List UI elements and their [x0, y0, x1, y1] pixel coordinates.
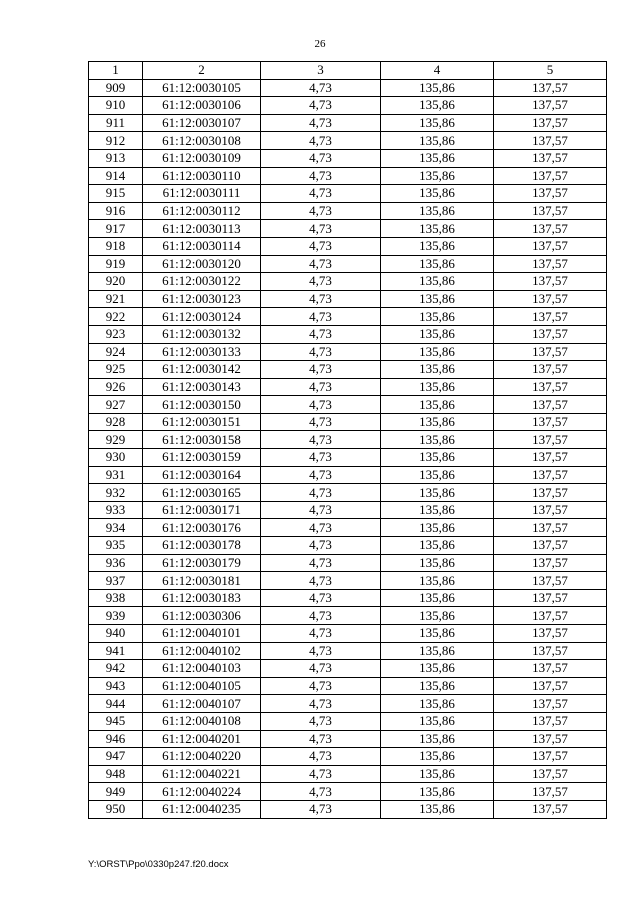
- value-cell-5: 137,57: [494, 748, 607, 766]
- cadastral-number-cell: 61:12:0030109: [143, 149, 261, 167]
- value-cell-5: 137,57: [494, 220, 607, 238]
- value-cell-4: 135,86: [381, 431, 494, 449]
- cadastral-number-cell: 61:12:0040220: [143, 748, 261, 766]
- value-cell-4: 135,86: [381, 167, 494, 185]
- value-cell-3: 4,73: [261, 361, 381, 379]
- table-row: [89, 79, 607, 97]
- cadastral-number-cell: 61:12:0030112: [143, 202, 261, 220]
- value-cell-5: 137,57: [494, 449, 607, 467]
- table-row: [89, 149, 607, 167]
- value-cell-5: 137,57: [494, 712, 607, 730]
- value-cell-3: 4,73: [261, 413, 381, 431]
- value-cell-4: 135,86: [381, 660, 494, 678]
- value-cell-3: 4,73: [261, 343, 381, 361]
- value-cell-4: 135,86: [381, 237, 494, 255]
- value-cell-4: 135,86: [381, 625, 494, 643]
- cadastral-number-cell: 61:12:0030165: [143, 484, 261, 502]
- table-row: [89, 484, 607, 502]
- value-cell-5: 137,57: [494, 202, 607, 220]
- value-cell-3: 4,73: [261, 625, 381, 643]
- value-cell-5: 137,57: [494, 361, 607, 379]
- value-cell-4: 135,86: [381, 572, 494, 590]
- cadastral-number-cell: 61:12:0040107: [143, 695, 261, 713]
- value-cell-3: 4,73: [261, 519, 381, 537]
- table-row: [89, 554, 607, 572]
- row-number-cell: 945: [89, 712, 143, 730]
- row-number-cell: 934: [89, 519, 143, 537]
- table-row: [89, 396, 607, 414]
- row-number-cell: 916: [89, 202, 143, 220]
- cadastral-number-cell: 61:12:0030150: [143, 396, 261, 414]
- value-cell-4: 135,86: [381, 519, 494, 537]
- value-cell-3: 4,73: [261, 431, 381, 449]
- value-cell-5: 137,57: [494, 660, 607, 678]
- value-cell-5: 137,57: [494, 255, 607, 273]
- value-cell-5: 137,57: [494, 273, 607, 291]
- table-row: [89, 237, 607, 255]
- value-cell-5: 137,57: [494, 730, 607, 748]
- data-table: [88, 61, 607, 819]
- value-cell-3: 4,73: [261, 149, 381, 167]
- row-number-cell: 911: [89, 114, 143, 132]
- value-cell-5: 137,57: [494, 149, 607, 167]
- value-cell-5: 137,57: [494, 484, 607, 502]
- value-cell-5: 137,57: [494, 783, 607, 801]
- table-row: [89, 132, 607, 150]
- column-header: 5: [494, 62, 607, 80]
- row-number-cell: 917: [89, 220, 143, 238]
- table-row: [89, 202, 607, 220]
- row-number-cell: 919: [89, 255, 143, 273]
- table-row: [89, 431, 607, 449]
- value-cell-3: 4,73: [261, 273, 381, 291]
- value-cell-3: 4,73: [261, 554, 381, 572]
- value-cell-4: 135,86: [381, 783, 494, 801]
- value-cell-4: 135,86: [381, 255, 494, 273]
- row-number-cell: 914: [89, 167, 143, 185]
- value-cell-3: 4,73: [261, 132, 381, 150]
- value-cell-4: 135,86: [381, 79, 494, 97]
- value-cell-5: 137,57: [494, 607, 607, 625]
- value-cell-3: 4,73: [261, 642, 381, 660]
- table-row: [89, 572, 607, 590]
- row-number-cell: 931: [89, 466, 143, 484]
- table-row: [89, 273, 607, 291]
- value-cell-3: 4,73: [261, 255, 381, 273]
- cadastral-number-cell: 61:12:0030114: [143, 237, 261, 255]
- value-cell-5: 137,57: [494, 501, 607, 519]
- value-cell-4: 135,86: [381, 97, 494, 115]
- cadastral-number-cell: 61:12:0030176: [143, 519, 261, 537]
- row-number-cell: 948: [89, 765, 143, 783]
- cadastral-number-cell: 61:12:0030120: [143, 255, 261, 273]
- table-row: [89, 361, 607, 379]
- row-number-cell: 946: [89, 730, 143, 748]
- value-cell-3: 4,73: [261, 765, 381, 783]
- row-number-cell: 941: [89, 642, 143, 660]
- cadastral-number-cell: 61:12:0040102: [143, 642, 261, 660]
- value-cell-5: 137,57: [494, 114, 607, 132]
- value-cell-4: 135,86: [381, 325, 494, 343]
- value-cell-3: 4,73: [261, 378, 381, 396]
- column-header: 4: [381, 62, 494, 80]
- value-cell-4: 135,86: [381, 695, 494, 713]
- value-cell-5: 137,57: [494, 677, 607, 695]
- value-cell-4: 135,86: [381, 748, 494, 766]
- cadastral-number-cell: 61:12:0040224: [143, 783, 261, 801]
- row-number-cell: 947: [89, 748, 143, 766]
- cadastral-number-cell: 61:12:0030124: [143, 308, 261, 326]
- value-cell-3: 4,73: [261, 484, 381, 502]
- value-cell-4: 135,86: [381, 413, 494, 431]
- value-cell-3: 4,73: [261, 800, 381, 818]
- table-row: [89, 220, 607, 238]
- cadastral-number-cell: 61:12:0030105: [143, 79, 261, 97]
- value-cell-4: 135,86: [381, 343, 494, 361]
- value-cell-3: 4,73: [261, 97, 381, 115]
- value-cell-5: 137,57: [494, 325, 607, 343]
- row-number-cell: 927: [89, 396, 143, 414]
- table-row: [89, 642, 607, 660]
- value-cell-5: 137,57: [494, 800, 607, 818]
- value-cell-5: 137,57: [494, 378, 607, 396]
- value-cell-4: 135,86: [381, 449, 494, 467]
- value-cell-3: 4,73: [261, 237, 381, 255]
- cadastral-number-cell: 61:12:0030178: [143, 537, 261, 555]
- value-cell-5: 137,57: [494, 97, 607, 115]
- value-cell-4: 135,86: [381, 501, 494, 519]
- table-row: [89, 343, 607, 361]
- table-row: [89, 97, 607, 115]
- table-row: [89, 695, 607, 713]
- cadastral-number-cell: 61:12:0040101: [143, 625, 261, 643]
- cadastral-number-cell: 61:12:0030123: [143, 290, 261, 308]
- row-number-cell: 910: [89, 97, 143, 115]
- cadastral-number-cell: 61:12:0030164: [143, 466, 261, 484]
- row-number-cell: 938: [89, 589, 143, 607]
- value-cell-4: 135,86: [381, 114, 494, 132]
- value-cell-5: 137,57: [494, 343, 607, 361]
- row-number-cell: 926: [89, 378, 143, 396]
- value-cell-4: 135,86: [381, 308, 494, 326]
- row-number-cell: 928: [89, 413, 143, 431]
- table-row: [89, 290, 607, 308]
- value-cell-4: 135,86: [381, 537, 494, 555]
- value-cell-5: 137,57: [494, 625, 607, 643]
- table-row: [89, 677, 607, 695]
- row-number-cell: 929: [89, 431, 143, 449]
- value-cell-5: 137,57: [494, 572, 607, 590]
- value-cell-4: 135,86: [381, 712, 494, 730]
- value-cell-4: 135,86: [381, 220, 494, 238]
- cadastral-number-cell: 61:12:0030111: [143, 185, 261, 203]
- row-number-cell: 944: [89, 695, 143, 713]
- table-row: [89, 537, 607, 555]
- value-cell-4: 135,86: [381, 396, 494, 414]
- row-number-cell: 920: [89, 273, 143, 291]
- cadastral-number-cell: 61:12:0040103: [143, 660, 261, 678]
- value-cell-5: 137,57: [494, 308, 607, 326]
- table-header-row: [89, 62, 607, 80]
- value-cell-5: 137,57: [494, 132, 607, 150]
- value-cell-3: 4,73: [261, 396, 381, 414]
- value-cell-5: 137,57: [494, 765, 607, 783]
- cadastral-number-cell: 61:12:0030171: [143, 501, 261, 519]
- value-cell-3: 4,73: [261, 572, 381, 590]
- row-number-cell: 924: [89, 343, 143, 361]
- cadastral-number-cell: 61:12:0040105: [143, 677, 261, 695]
- value-cell-3: 4,73: [261, 167, 381, 185]
- cadastral-number-cell: 61:12:0030133: [143, 343, 261, 361]
- table-row: [89, 748, 607, 766]
- value-cell-3: 4,73: [261, 79, 381, 97]
- table-row: [89, 607, 607, 625]
- value-cell-5: 137,57: [494, 431, 607, 449]
- value-cell-4: 135,86: [381, 361, 494, 379]
- value-cell-4: 135,86: [381, 185, 494, 203]
- row-number-cell: 935: [89, 537, 143, 555]
- value-cell-5: 137,57: [494, 413, 607, 431]
- value-cell-5: 137,57: [494, 589, 607, 607]
- value-cell-5: 137,57: [494, 466, 607, 484]
- value-cell-3: 4,73: [261, 290, 381, 308]
- table-row: [89, 660, 607, 678]
- value-cell-3: 4,73: [261, 695, 381, 713]
- value-cell-3: 4,73: [261, 677, 381, 695]
- cadastral-number-cell: 61:12:0030107: [143, 114, 261, 132]
- cadastral-number-cell: 61:12:0040221: [143, 765, 261, 783]
- cadastral-number-cell: 61:12:0030132: [143, 325, 261, 343]
- value-cell-3: 4,73: [261, 730, 381, 748]
- cadastral-number-cell: 61:12:0030142: [143, 361, 261, 379]
- table-row: [89, 765, 607, 783]
- value-cell-4: 135,86: [381, 378, 494, 396]
- cadastral-number-cell: 61:12:0040108: [143, 712, 261, 730]
- value-cell-4: 135,86: [381, 132, 494, 150]
- column-header: 3: [261, 62, 381, 80]
- cadastral-number-cell: 61:12:0040235: [143, 800, 261, 818]
- value-cell-5: 137,57: [494, 642, 607, 660]
- row-number-cell: 921: [89, 290, 143, 308]
- cadastral-number-cell: 61:12:0030106: [143, 97, 261, 115]
- row-number-cell: 912: [89, 132, 143, 150]
- value-cell-5: 137,57: [494, 185, 607, 203]
- row-number-cell: 936: [89, 554, 143, 572]
- footer-file-path: Y:\ORST\Ppo\0330p247.f20.docx: [88, 859, 229, 870]
- value-cell-4: 135,86: [381, 607, 494, 625]
- value-cell-4: 135,86: [381, 273, 494, 291]
- row-number-cell: 940: [89, 625, 143, 643]
- value-cell-3: 4,73: [261, 607, 381, 625]
- value-cell-3: 4,73: [261, 202, 381, 220]
- cadastral-number-cell: 61:12:0030108: [143, 132, 261, 150]
- value-cell-5: 137,57: [494, 396, 607, 414]
- value-cell-3: 4,73: [261, 466, 381, 484]
- value-cell-3: 4,73: [261, 220, 381, 238]
- table-row: [89, 589, 607, 607]
- cadastral-number-cell: 61:12:0030159: [143, 449, 261, 467]
- row-number-cell: 950: [89, 800, 143, 818]
- row-number-cell: 918: [89, 237, 143, 255]
- value-cell-5: 137,57: [494, 290, 607, 308]
- value-cell-4: 135,86: [381, 642, 494, 660]
- value-cell-5: 137,57: [494, 79, 607, 97]
- cadastral-number-cell: 61:12:0030158: [143, 431, 261, 449]
- value-cell-5: 137,57: [494, 167, 607, 185]
- value-cell-3: 4,73: [261, 748, 381, 766]
- column-header: 1: [89, 62, 143, 80]
- value-cell-3: 4,73: [261, 325, 381, 343]
- value-cell-3: 4,73: [261, 185, 381, 203]
- value-cell-4: 135,86: [381, 730, 494, 748]
- value-cell-4: 135,86: [381, 765, 494, 783]
- table-row: [89, 185, 607, 203]
- column-header: 2: [143, 62, 261, 80]
- row-number-cell: 937: [89, 572, 143, 590]
- cadastral-number-cell: 61:12:0030151: [143, 413, 261, 431]
- row-number-cell: 913: [89, 149, 143, 167]
- row-number-cell: 942: [89, 660, 143, 678]
- value-cell-4: 135,86: [381, 554, 494, 572]
- row-number-cell: 915: [89, 185, 143, 203]
- table-row: [89, 413, 607, 431]
- table-row: [89, 325, 607, 343]
- value-cell-5: 137,57: [494, 237, 607, 255]
- table-row: [89, 519, 607, 537]
- value-cell-3: 4,73: [261, 660, 381, 678]
- row-number-cell: 943: [89, 677, 143, 695]
- table-row: [89, 255, 607, 273]
- value-cell-4: 135,86: [381, 149, 494, 167]
- value-cell-4: 135,86: [381, 677, 494, 695]
- value-cell-5: 137,57: [494, 554, 607, 572]
- cadastral-number-cell: 61:12:0030110: [143, 167, 261, 185]
- cadastral-number-cell: 61:12:0030122: [143, 273, 261, 291]
- table-row: [89, 449, 607, 467]
- row-number-cell: 932: [89, 484, 143, 502]
- row-number-cell: 923: [89, 325, 143, 343]
- value-cell-3: 4,73: [261, 783, 381, 801]
- value-cell-3: 4,73: [261, 308, 381, 326]
- value-cell-3: 4,73: [261, 501, 381, 519]
- value-cell-3: 4,73: [261, 537, 381, 555]
- value-cell-3: 4,73: [261, 114, 381, 132]
- row-number-cell: 949: [89, 783, 143, 801]
- table-row: [89, 114, 607, 132]
- value-cell-4: 135,86: [381, 589, 494, 607]
- row-number-cell: 925: [89, 361, 143, 379]
- table-row: [89, 730, 607, 748]
- table-row: [89, 308, 607, 326]
- table-row: [89, 783, 607, 801]
- cadastral-number-cell: 61:12:0030143: [143, 378, 261, 396]
- table-row: [89, 800, 607, 818]
- table-body: [89, 79, 607, 818]
- cadastral-number-cell: 61:12:0030179: [143, 554, 261, 572]
- table-row: [89, 501, 607, 519]
- value-cell-5: 137,57: [494, 519, 607, 537]
- row-number-cell: 939: [89, 607, 143, 625]
- value-cell-4: 135,86: [381, 484, 494, 502]
- value-cell-3: 4,73: [261, 712, 381, 730]
- table-row: [89, 712, 607, 730]
- value-cell-5: 137,57: [494, 695, 607, 713]
- cadastral-number-cell: 61:12:0040201: [143, 730, 261, 748]
- value-cell-3: 4,73: [261, 589, 381, 607]
- value-cell-4: 135,86: [381, 202, 494, 220]
- table-row: [89, 167, 607, 185]
- row-number-cell: 922: [89, 308, 143, 326]
- row-number-cell: 933: [89, 501, 143, 519]
- cadastral-number-cell: 61:12:0030181: [143, 572, 261, 590]
- table-row: [89, 625, 607, 643]
- table-row: [89, 378, 607, 396]
- table-row: [89, 466, 607, 484]
- row-number-cell: 930: [89, 449, 143, 467]
- cadastral-number-cell: 61:12:0030113: [143, 220, 261, 238]
- cadastral-number-cell: 61:12:0030183: [143, 589, 261, 607]
- cadastral-number-cell: 61:12:0030306: [143, 607, 261, 625]
- value-cell-5: 137,57: [494, 537, 607, 555]
- value-cell-4: 135,86: [381, 290, 494, 308]
- value-cell-3: 4,73: [261, 449, 381, 467]
- row-number-cell: 909: [89, 79, 143, 97]
- page-number: 26: [314, 38, 326, 50]
- value-cell-4: 135,86: [381, 800, 494, 818]
- value-cell-4: 135,86: [381, 466, 494, 484]
